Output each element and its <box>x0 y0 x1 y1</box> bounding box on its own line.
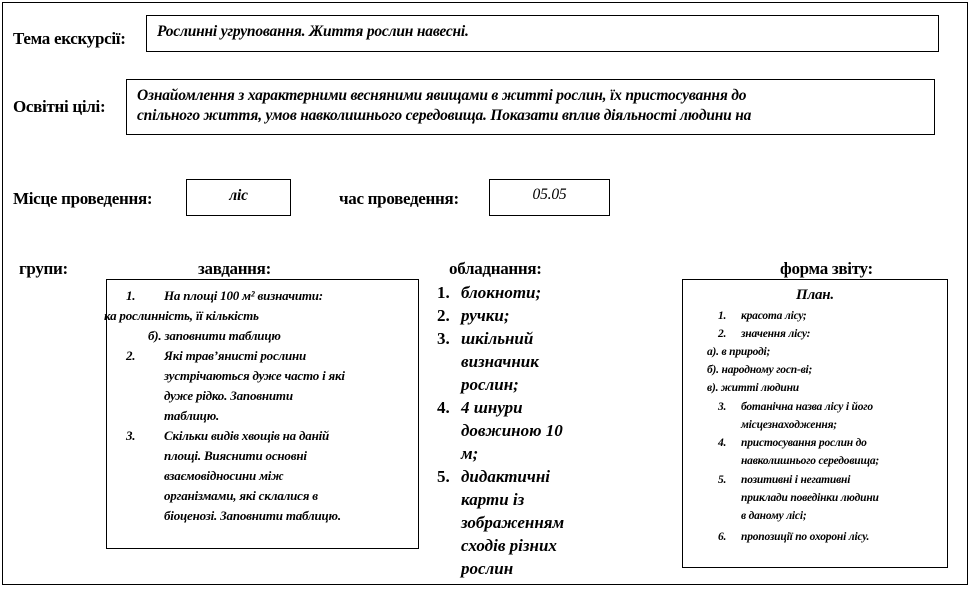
report-line: б). народному госп-ві; <box>707 364 813 376</box>
task-line: площі. Вияснити основні <box>164 448 307 463</box>
task-line: На площі 100 м² визначити: <box>164 288 323 303</box>
report-line: в). житті людини <box>707 382 800 394</box>
task-line: взаємовідносини між <box>164 468 284 483</box>
report-line: пристосування рослин до <box>741 437 867 449</box>
task-num: 2. <box>126 348 136 363</box>
tasks-header: завдання: <box>198 259 271 278</box>
place-value: ліс <box>229 187 248 204</box>
report-line: пропозиції по охороні лісу. <box>741 531 870 543</box>
report-line: навколишнього середовища; <box>741 455 880 467</box>
time-value: 05.05 <box>532 186 567 203</box>
report-num: 3. <box>718 401 727 413</box>
report-num: 5. <box>718 474 727 486</box>
equipment-header: обладнання: <box>449 259 542 278</box>
task-line: Скільки видів хвощів на даній <box>164 428 330 443</box>
report-line: значення лісу: <box>741 328 811 340</box>
report-num: 2. <box>718 328 727 340</box>
report-num: 4. <box>718 437 727 449</box>
report-num: 1. <box>718 310 727 322</box>
time-field[interactable] <box>489 179 610 216</box>
report-num: 6. <box>718 531 727 543</box>
goals-line-1: Ознайомлення з характерними весняними явищами в житті рослин, їх пристосування до <box>137 87 747 104</box>
topic-label: Тема екскурсії: <box>13 29 126 48</box>
task-line: зустрічаються дуже часто і які <box>164 368 345 383</box>
task-num: 1. <box>126 288 136 303</box>
task-line: таблицю. <box>164 408 220 423</box>
report-line: приклади поведінки людини <box>741 492 879 504</box>
topic-value: Рослинні угруповання. Життя рослин навесні. <box>157 23 469 40</box>
place-field[interactable] <box>186 179 291 216</box>
task-line: організмами, які склалися в <box>164 488 318 503</box>
report-title: План. <box>796 287 834 303</box>
time-label: час проведення: <box>339 189 459 208</box>
report-header: форма звіту: <box>780 259 873 278</box>
groups-header: групи: <box>19 259 68 278</box>
place-label: Місце проведення: <box>13 189 153 208</box>
report-line: ботанічна назва лісу і його <box>741 401 873 413</box>
report-line: місцезнаходження; <box>741 419 837 431</box>
report-line: красота лісу; <box>741 310 807 322</box>
task-line: ка рослинність, її кількість <box>104 308 259 323</box>
goals-field[interactable] <box>126 79 935 135</box>
report-line: в даному лісі; <box>741 510 807 522</box>
goals-line-2: спільного життя, умов навколишнього середовища. Показати вплив діяльності людини на <box>137 107 752 124</box>
topic-field[interactable] <box>146 15 939 52</box>
task-line: біоценозі. Заповнити таблицю. <box>164 508 341 523</box>
task-line: Які трав’янисті рослини <box>164 348 307 363</box>
task-line: дуже рідко. Заповнити <box>164 388 293 403</box>
task-num: 3. <box>126 428 136 443</box>
report-line: а). в природі; <box>707 346 771 358</box>
task-line: б). заповнити таблицю <box>148 328 281 343</box>
goals-label: Освітні цілі: <box>13 97 106 116</box>
report-line: позитивні і негативні <box>741 474 851 486</box>
